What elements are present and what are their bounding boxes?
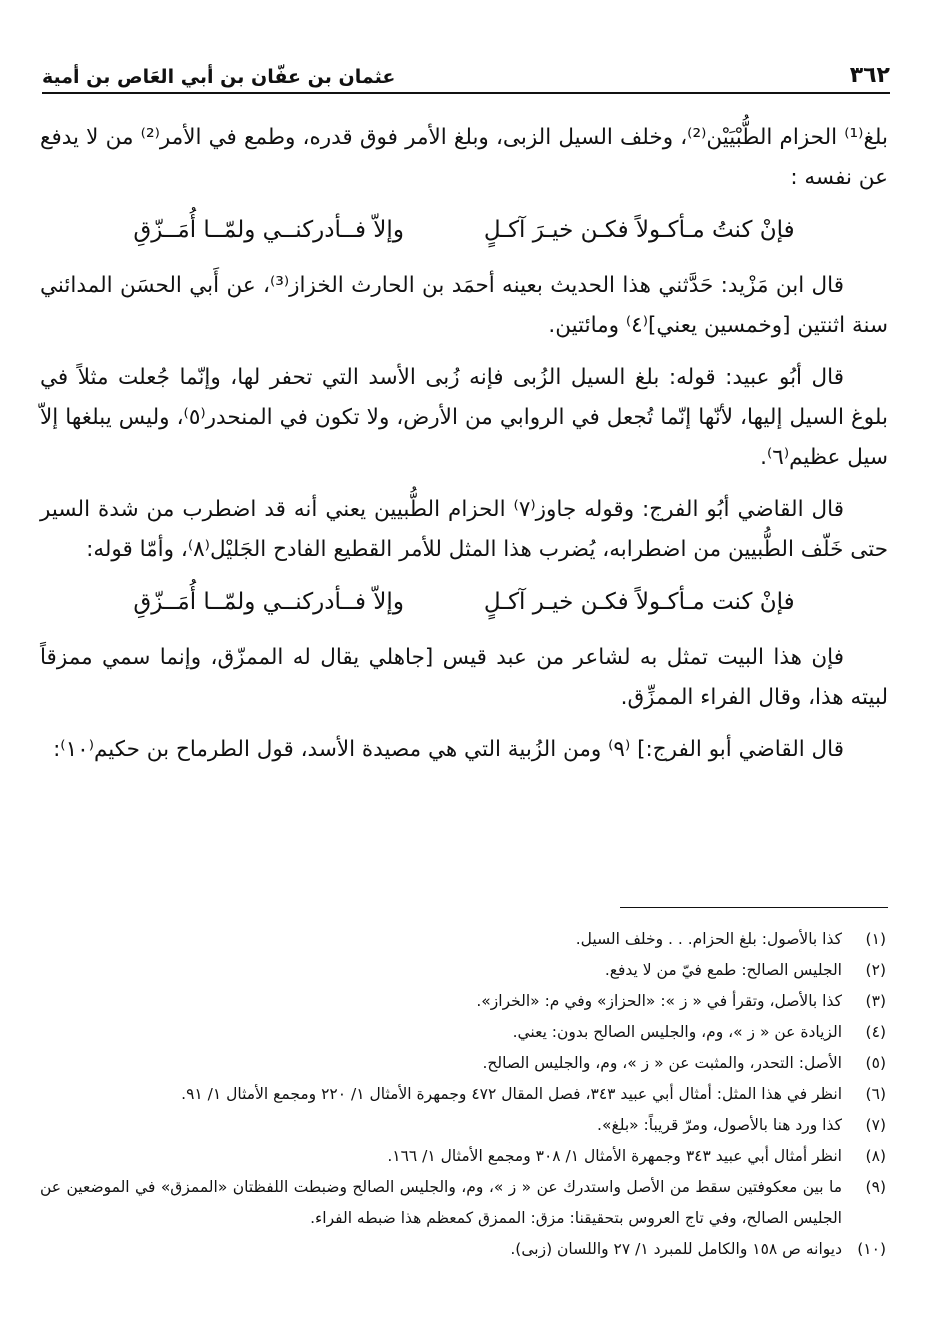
footnote-separator: [620, 907, 888, 908]
page-number: ٣٦٢: [849, 63, 890, 88]
footnote: [40, 1172, 886, 1234]
footnote-text: انظر في هذا المثل: أمثال أبي عبيد ٣٤٣، فصل المقال ٤٧٢ وجمهرة الأمثال ١/ ٢٢٠ ومجمع الأمثال ١/ ٩١.: [181, 1085, 842, 1103]
verse-1: [40, 210, 888, 250]
footnote-number: (١): [865, 930, 886, 948]
verse-2-hemistich-a: فإنْ كنت مـأكـولاً فكـن خيـر آكـلٍ: [483, 589, 795, 615]
footnote-number: (٢): [865, 961, 886, 979]
footnote-text: الجليس الصالح: طمع فيّ من لا يدفع.: [604, 961, 842, 979]
footnotes: [40, 924, 886, 1265]
footnote: [40, 1234, 886, 1265]
paragraph-5: فإن هذا البيت تمثل به لشاعر من عبد قيس [جاهلي يقال له الممزّق، وإنما سمي ممزقاً لبيته هذا، وقال الفراء الممزِّق.: [40, 645, 888, 710]
footnote-number: (٤): [865, 1023, 886, 1041]
footnote: [40, 924, 886, 955]
footnote: [40, 1110, 886, 1141]
footnote-text: الأصل: التحدر، والمثبت عن « ز »، وم، والجليس الصالح.: [482, 1054, 842, 1072]
footnote-number: (٣): [865, 992, 886, 1010]
running-title: عثمان بن عفّان بن أبي العَاص بن أمية: [42, 66, 396, 88]
footnote-text: الزيادة عن « ز »، وم، والجليس الصالح بدون: يعني.: [512, 1023, 842, 1041]
footnote: [40, 1017, 886, 1048]
footnote-text: ديوانه ص ١٥٨ والكامل للمبرد ١/ ٢٧ واللسان (زبى).: [510, 1240, 842, 1258]
paragraph-4: قال القاضي أبُو الفرج: وقوله جاوز⁽٧⁾ الحزام الطُّبيين يعني أنه قد اضطرب من شدة السير حتى خَلّف الطُّبيين من اضطرابه، يُضرب هذا المثل للأمر القطيع الفادح الجَليْل⁽٨⁾، وأمّا قوله:: [40, 497, 888, 562]
footnote: [40, 986, 886, 1017]
footnote-text: ما بين معكوفتين سقط من الأصل واستدرك عن « ز »، وم، والجليس الصالح وضبطت اللفظتان «الممزق» في الموضعين عن الجليس الصالح، وفي تاج العروس بتحقيقنا: مزق: الممزق كمعظم هذا ضبطه الفراء.: [40, 1178, 842, 1227]
footnote-text: كذا بالأصل، وتقرأ في « ز »: «الحزاز» وفي م: «الخراز».: [476, 992, 842, 1010]
footnote-text: كذا بالأصول: بلغ الحزام. . . وخلف السيل.: [575, 930, 842, 948]
footnote: [40, 1048, 886, 1079]
footnote-number: (٧): [865, 1116, 886, 1134]
footnote-number: (٥): [865, 1054, 886, 1072]
verse-1-hemistich-a: فإنْ كنتُ مـأكـولاً فكـن خيـرَ آكـلٍ: [483, 217, 795, 243]
paragraph-2: قال ابن مَزْيد: حَدَّثني هذا الحديث بعينه أحمَد بن الحارث الخزاز⁽³⁾، عن أَبي الحسَن المدائني سنة اثنتين [وخمسين يعني]⁽٤⁾ ومائتين.: [40, 273, 888, 338]
paragraph-1: بلغ⁽¹⁾ الحزام الطُّبْيَيْن⁽²⁾، وخلف السيل الزبى، وبلغ الأمر فوق قدره، وطمع في الأمر⁽²⁾ من لا يدفع عن نفسه :: [40, 125, 888, 190]
main-text: [40, 118, 888, 782]
verse-2: [40, 582, 888, 622]
footnote: [40, 1079, 886, 1110]
paragraph-6: قال القاضي أبو الفرج:] ⁽٩⁾ ومن الزُبية التي هي مصيدة الأسد، قول الطرماح بن حكيم⁽١٠⁾:: [53, 737, 844, 762]
paragraph-3: قال أبُو عبيد: قوله: بلغ السيل الزُبى فإنه زُبى الأسد التي تحفر لها، وإنّما جُعلت مثلاً في بلوغ السيل إليها، لأنّها إنّما تُجعل في الروابي من الأرض، ولا تكون في المنحدر⁽٥⁾، وليس يبلغها إلاّ سيل عظيم⁽٦⁾.: [40, 365, 888, 470]
footnote-number: (٦): [865, 1085, 886, 1103]
verse-2-hemistich-b: وإلاّ فــأدركنــي ولمّــا أُمَــزّقِ: [133, 589, 404, 615]
footnote-text: كذا ورد هنا بالأصول، ومرّ قريباً: «بلغ».: [597, 1116, 842, 1134]
verse-1-hemistich-b: وإلاّ فــأدركنــي ولمّــا أُمَــزّقِ: [133, 217, 404, 243]
footnote-number: (٩): [865, 1178, 886, 1196]
footnote: [40, 1141, 886, 1172]
footnote: [40, 955, 886, 986]
page-header: [42, 52, 890, 94]
footnote-text: انظر أمثال أبي عبيد ٣٤٣ وجمهرة الأمثال ١/ ٣٠٨ ومجمع الأمثال ١/ ١٦٦.: [387, 1147, 842, 1165]
footnote-number: (٨): [865, 1147, 886, 1165]
footnote-number: (١٠): [857, 1240, 886, 1258]
